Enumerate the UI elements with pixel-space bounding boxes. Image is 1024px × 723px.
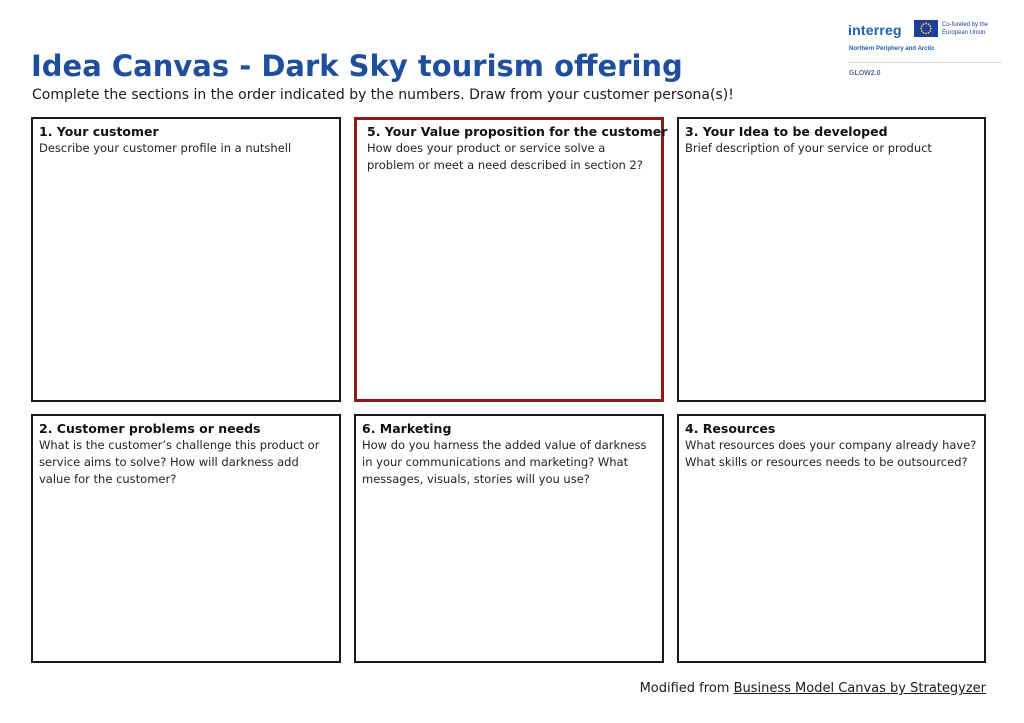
- section-description: How do you harness the added value of darkness in your communications and marketing? What messages, visuals, stories will you use?: [362, 438, 647, 486]
- project-name: GLOW2.0: [849, 70, 881, 77]
- section-description: What is the customer’s challenge this product or service aims to solve? How will darkness add value for the customer?: [39, 438, 320, 486]
- strategyzer-link[interactable]: Business Model Canvas by Strategyzer: [733, 681, 986, 696]
- section-heading: 1. Your customer: [39, 124, 159, 139]
- section-value-proposition[interactable]: [354, 117, 668, 402]
- logo-divider: [848, 62, 1002, 63]
- attribution-prefix: Modified from: [639, 681, 734, 696]
- section-heading: 3. Your Idea to be developed: [685, 124, 888, 139]
- page-title: Idea Canvas - Dark Sky tourism offering: [31, 49, 683, 83]
- section-heading: 2. Customer problems or needs: [39, 421, 261, 436]
- section-description: Brief description of your service or product: [685, 141, 932, 155]
- interreg-logo: [848, 20, 1004, 82]
- section-heading: 5. Your Value proposition for the customer: [367, 124, 668, 139]
- programme-name: Northern Periphery and Arctic: [849, 46, 935, 52]
- section-customer-problems[interactable]: [31, 414, 341, 663]
- attribution-footer: [640, 680, 986, 698]
- page-instructions: Complete the sections in the order indicated by the numbers. Draw from your customer persona(s)!: [32, 87, 734, 103]
- section-resources[interactable]: [677, 414, 986, 663]
- eu-stars-icon: [914, 20, 938, 37]
- section-description: Describe your customer profile in a nutshell: [39, 141, 292, 155]
- eu-cofunding-text: Co-funded by the European Union: [942, 22, 989, 36]
- section-idea[interactable]: [677, 117, 986, 402]
- interreg-wordmark: interreg: [848, 22, 902, 38]
- section-description: What resources does your company already have? What skills or resources needs to be outsourced?: [685, 438, 977, 469]
- section-description: How does your product or service solve a problem or meet a need described in section 2?: [367, 141, 643, 172]
- section-marketing[interactable]: [354, 414, 664, 663]
- section-your-customer[interactable]: [31, 117, 341, 402]
- section-heading: 4. Resources: [685, 421, 776, 436]
- logo-top-row: [848, 20, 1004, 42]
- section-heading: 6. Marketing: [362, 421, 452, 436]
- eu-flag-icon: [914, 20, 938, 37]
